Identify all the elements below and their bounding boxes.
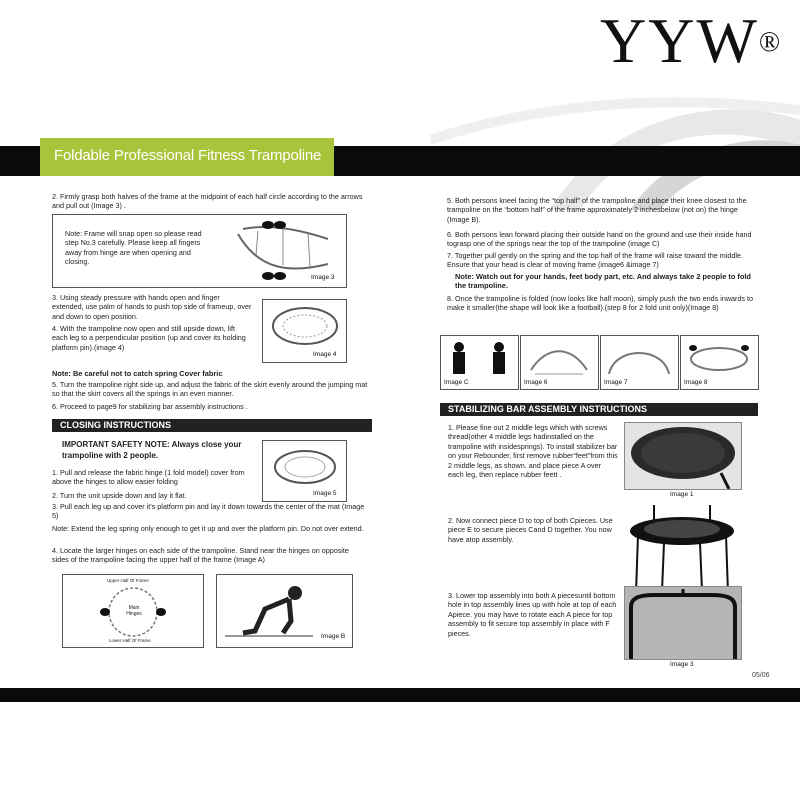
stab-step-3: 3. Lower top assembly into both A piecesuntil bottom hole in top assembly lines up with hole at top of each Apiece. you may have to rotate each A piece for top assembly to fit secure top assembly in place with F pieces. [448,591,617,638]
image-5-caption: Image 5 [313,490,337,497]
closing-step-7: 7. Together pull gently on the spring and the top half of the frame will raise toward the middle. Ensure that your head is clear of moving frame (image6 &image 7) [447,251,743,270]
page-number: 05/06 [752,672,770,679]
image-7-box [600,335,679,390]
spring-note: Note: Be careful not to catch spring Cover fabric [52,369,223,378]
trampoline-illustration [269,304,341,348]
step-2: 2. Firmly grasp both halves of the frame at the midpoint of each half circle according to the arrows and pull out (Image 3) . [52,192,363,211]
image-4-box [262,299,347,363]
stab-step-1: 1. Please fine out 2 middle legs which with screws thread(other 4 middle legs hadinstalled on the trampoline with insidesprings). To install stabilizer bar on your Rebounder, first remove rubber“feet”from this 2 middle legs, as shown. and place piece A over each leg, then replace rubber feett . [448,423,618,480]
note-box [52,214,347,288]
page-title: Foldable Professional Fitness Trampoline [54,147,322,164]
two-persons-illustration [447,340,511,378]
kneeling-person-illustration [225,581,315,641]
image-3-right-caption: Image 3 [670,661,694,668]
diagram-top-label: Upper Half Of Frame [107,578,149,583]
image-c-box [440,335,519,390]
image-2-photo [624,503,740,597]
image-3-caption: Image 3 [311,274,335,281]
half-moon-illustration [605,340,673,378]
bottom-band [0,688,800,702]
image-c-caption: Image C [444,379,469,386]
folding-frame-illustration [527,340,591,378]
safety-note: IMPORTANT SAFETY NOTE: Always close your trampoline with 2 people. [62,440,242,460]
closing-step-5: 5. Both persons kneel facing the “top half” of the trampoline and place their knee closest to the trampoline on the “bottom half” of the frame approximately 2 inchesbelow (not on) the hinge (Image B). [447,196,747,224]
folded-legs-illustration [269,445,341,487]
frame-illustration [228,219,343,281]
closing-step-4: 4. Locate the larger hinges on each side of the trampoline. Stand near the hinges on opposite sides of the trampoline facing the upper half of the frame (Image A) [52,546,349,565]
closing-step-1: 1. Pull and release the fabric hinge (1 fold model) cover from above the hinges to allow easier folding [52,468,245,487]
stab-step-2: 2. Now connect piece D to top of both Cpieces. Use piece E to secure pieces Cand D together. You now have atop assembly. [448,516,613,544]
image-1-photo [624,422,742,490]
closing-step-3-note: Note: Extend the leg spring only enough to get it up and over the platform pin. Do not over extend. [52,524,364,533]
step-4: 4. With the trampoline now open and still upside down, lift each leg to a perpendicular position (up and cover its holding platform pin).(image 4) [52,324,246,352]
stabilizer-bar-photo [625,587,741,659]
image-a-box [62,574,204,648]
diagram-bottom-label: Lower Half Of Frame [109,638,151,643]
closing-step-3: 3. Pull each leg up and cover it's platform pin and lay it down towards the center of the mat (Image 5) [52,502,365,521]
image-6-caption: Image 6 [524,379,548,386]
trampoline-mat-photo [625,423,741,489]
step-5: 5. Turn the trampoline right side up, and adjust the fabric of the skirt evenly around the jumping mat so that the skirt covers all the springs in an even manner. [52,380,368,399]
step-3: 3. Using steady pressure with hands open and finger extended, use palm of hands to push top side of frameup, over and down to open position. [52,293,252,321]
closing-step-2: 2. Turn the unit upside down and lay it flat. [52,491,187,500]
image-6-box [520,335,599,390]
image-3-photo [624,586,742,660]
brand-logo: YYW® [600,5,783,76]
image-b-caption: Image B [321,633,346,640]
trampoline-with-bar-photo [624,503,740,597]
image-5-box [262,440,347,502]
step-6: 6. Proceed to page9 for stabilizing bar assembly instructions . [52,402,248,411]
note-box-text: Note: Frame will snap open so please read step No.3 carefully. Please keep all fingers away from hinge are when opening and closing. [65,229,202,267]
closing-step-7-note: Note: Watch out for your hands, feet body part, etc. And always take 2 people to fold the trampoline. [455,272,751,291]
image-b-box [216,574,353,648]
image-8-box [680,335,759,390]
image-4-caption: Image 4 [313,351,337,358]
image-1-caption: Image 1 [670,491,694,498]
image-8-caption: Image 8 [684,379,708,386]
stabilizing-heading: STABILIZING BAR ASSEMBLY INSTRUCTIONS [440,403,655,416]
image-7-caption: Image 7 [604,379,628,386]
closing-heading: CLOSING INSTRUCTIONS [52,419,179,432]
closing-step-6: 6. Both persons lean forward placing their outside hand on the ground and use their inside hand tograsp one of the springs near the top of the trampoline (image C) [447,230,752,249]
football-shape-illustration [685,340,753,378]
diagram-main-label: Main Hinges [126,605,142,617]
closing-step-8: 8. Once the trampoline is folded (now looks like half moon), simply push the two ends inwards to make it smaller(the shape will look like a football).(step 8 for 2 fold unit only)(Image 8) [447,294,754,313]
